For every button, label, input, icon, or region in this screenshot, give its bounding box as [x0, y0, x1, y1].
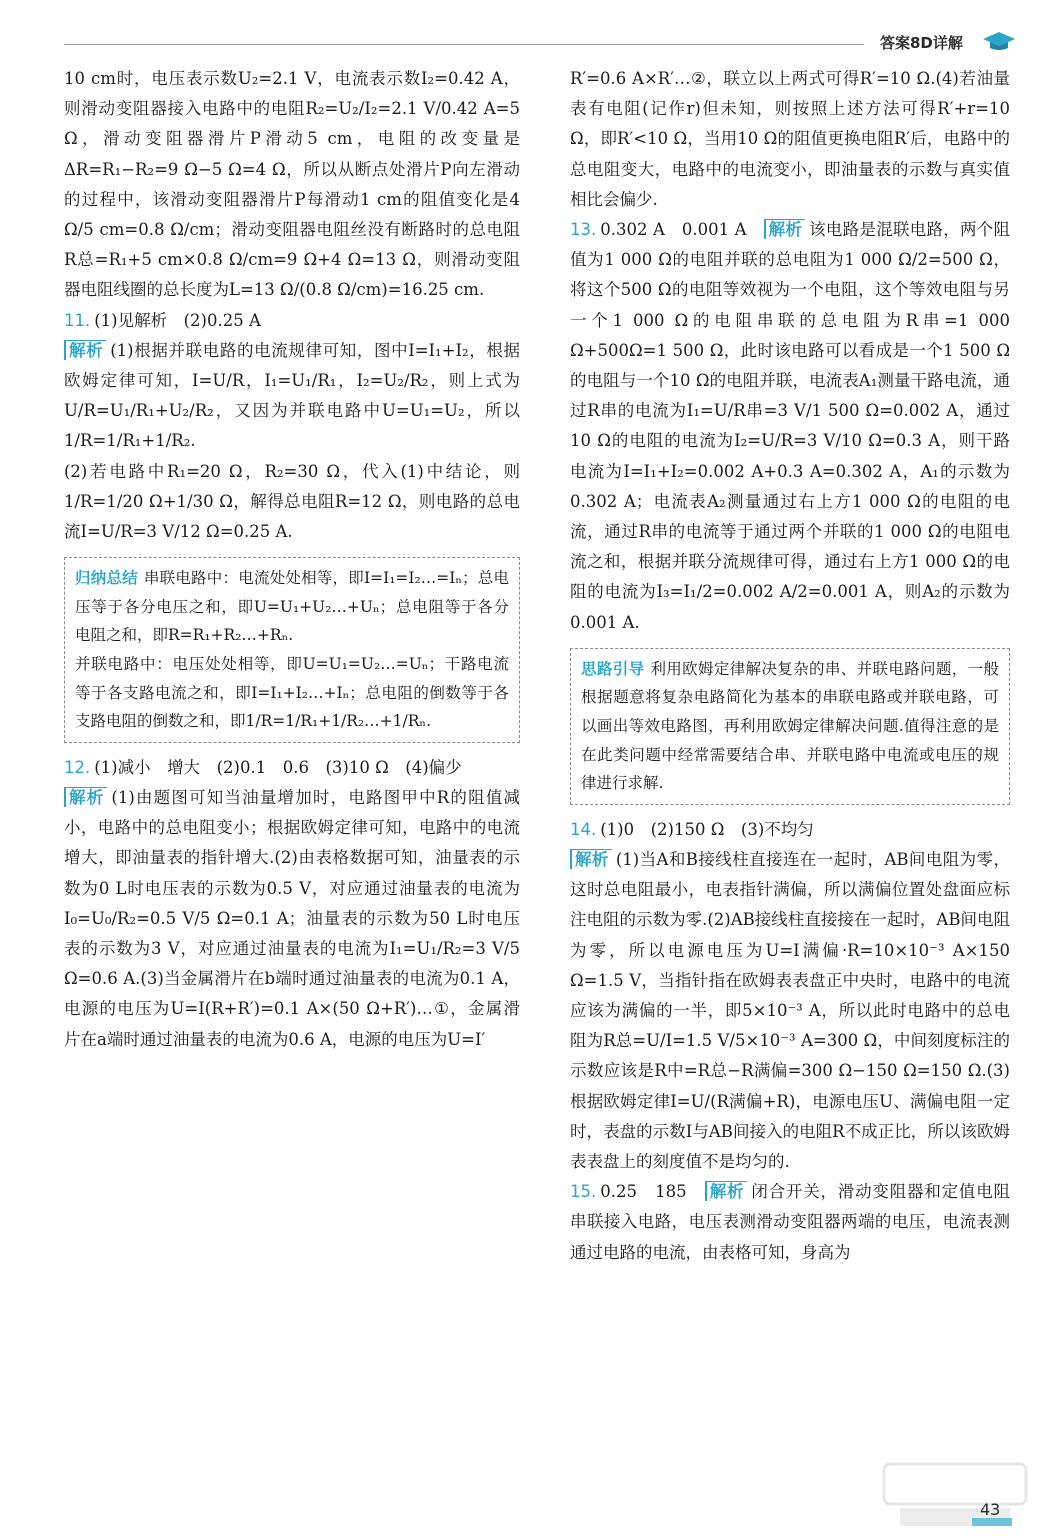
paragraph: (2)若电路中R₁=20 Ω，R₂=30 Ω，代入(1)中结论，则1/R=1/20 Ω+1/30 Ω，解得总电阻R=12 Ω，则电路的总电流I=U/R=3 V/12 Ω=0.25 A.	[64, 461, 520, 542]
summary-text: 串联电路中：电流处处相等，即I=I₁=I₂…=Iₙ；总电压等于各分电压之和，即U=U₁+U₂…+Uₙ；总电阻等于各分电阻之和，即R=R₁+R₂…+Rₙ.	[75, 569, 509, 645]
analysis-text: (1)由题图可知当油量增加时，电路图甲中R的阻值减小，电路中的总电阻变小；根据欧姆定律可知，电路中的电流增大，即油量表的指针增大.(2)由表格数据可知，油量表的示数为0 L时电压表的示数为0.5 V，对应通过油量表的电流为I₀=U₀/R₂=0.5 V/5 Ω=0.1 A；油量表的示数为50 L时电压表的示数为3 V，对应通过油量表的电流为I₁=U₁/R₂=3 V/5 Ω=0.6 A.(3)当金属滑片在b端时通过油量表的电流为0.1 A，电源的电压为U=I(R+R′)=0.1 A×(50 Ω+R′)…①，金属滑片在a端时通过油量表的电流为0.6 A，电源的电压为U=I′	[64, 788, 521, 1049]
page-number-bar	[972, 1518, 1012, 1526]
paragraph: R′=0.6 A×R′…②，联立以上两式可得R′=10 Ω.(4)若油量表有电阻(记作r)但未知，则按照上述方法可得R′+r=10 Ω，即R′<10 Ω，当用10 Ω的阻值更换电阻R′后，电路中的总电阻变大，电路中的电流变小，即油量表的示数与真实值相比会偏少.	[570, 69, 1010, 209]
left-column	[64, 64, 520, 1055]
question-answer	[570, 1177, 1010, 1268]
analysis-paragraph	[64, 336, 520, 457]
analysis-tag: 解析	[64, 787, 107, 807]
paragraph: 10 cm时，电压表示数U₂=2.1 V，电流表示数I₂=0.42 A，则滑动变阻器接入电路中的电阻R₂=U₂/I₂=2.1 V/0.42 A=5 Ω，滑动变阻器滑片P滑动5 cm，电阻的改变量是ΔR=R₁−R₂=9 Ω−5 Ω=4 Ω，所以从断点处滑片P向左滑动的过程中，该滑动变阻器滑片P每滑动1 cm的阻值变化是4 Ω/5 cm=0.8 Ω/cm；滑动变阻器电阻丝没有断路时的总电阻R总=R₁+5 cm×0.8 Ω/cm=9 Ω+4 Ω=13 Ω，则滑动变阻器电阻线圈的总长度为L=13 Ω/(0.8 Ω/cm)=16.25 cm.	[64, 69, 520, 300]
analysis-tag: 解析	[705, 1181, 748, 1201]
summary-paragraph	[75, 564, 509, 650]
analysis-text: 该电路是混联电路，两个阻值为1 000 Ω的电阻并联的总电阻为1 000 Ω/2=500 Ω，将这个500 Ω的电阻等效视为一个电阻，这个等效电阻与另一个1 000 Ω的电阻串联的总电阻为R串=1 000 Ω+500Ω=1 500 Ω，此时该电路可以看成是一个1 500 Ω的电阻与一个10 Ω的电阻并联，电流表A₁测量干路电流，通过R串的电流为I₁=U/R串=3 V/1 500 Ω=0.002 A，通过10 Ω的电阻的电流为I₂=U/R=3 V/10 Ω=0.3 A，则干路电流为I=I₁+I₂=0.002 A+0.3 A=0.302 A，A₁的示数为0.302 A；电流表A₂测量通过右上方1 000 Ω的电阻的电流，通过R串的电流等于通过两个并联的1 000 Ω的电阻电流之和，根据并联分流规律可得，通过右上方1 000 Ω的电阻的电流为I₃=I₁/2=0.002 A/2=0.001 A，则A₂的示数为0.001 A.	[570, 220, 1011, 632]
question-answer	[570, 215, 1010, 638]
question-number: 14.	[570, 819, 597, 839]
question-answer	[64, 306, 520, 336]
answer-text: (1)0 (2)150 Ω (3)不均匀	[600, 819, 814, 839]
analysis-tag: 解析	[764, 219, 806, 239]
right-column	[570, 64, 1010, 1268]
graduation-cap-icon	[982, 30, 1016, 52]
answer-text: (1)见解析 (2)0.25 A	[94, 310, 261, 330]
analysis-paragraph	[570, 845, 1010, 1177]
answer-text: 0.25 185	[600, 1182, 687, 1202]
question-answer	[64, 753, 520, 783]
summary-text: 利用欧姆定律解决复杂的串、并联电路问题，一般根据题意将复杂电路简化为基本的串联电路或并联电路，可以画出等效电路图，再利用欧姆定律解决问题.值得注意的是在此类问题中经常需要结合串、并联电路中电流或电压的规律进行求解.	[581, 659, 999, 793]
summary-box	[570, 648, 1010, 805]
header-rule	[64, 44, 864, 45]
analysis-text: (1)根据并联电路的电流规律可知，图中I=I₁+I₂，根据欧姆定律可知，I=U/R，I₁=U₁/R₁，I₂=U₂/R₂，则上式为U/R=U₁/R₁+U₂/R₂，又因为并联电路中U=U₁=U₂，所以1/R=1/R₁+1/R₂.	[64, 340, 520, 451]
summary-box	[64, 557, 520, 743]
analysis-text: (1)当A和B接线柱直接连在一起时，AB间电阻为零，这时总电阻最小，电表指针满偏，所以满偏位置处盘面应标注电阻的示数为零.(2)AB接线柱直接接在一起时，AB间电阻为零，所以电源电压为U=I满偏·R=10×10⁻³ A×150 Ω=1.5 V，当指针指在欧姆表表盘正中央时，电路中的电流应该为满偏的一半，即5×10⁻³ A，所以此时电路中的总电阻为R总=U/I=1.5 V/5×10⁻³ A=300 Ω，中间刻度标注的示数应该是R中=R总−R满偏=300 Ω−150 Ω=150 Ω.(3)根据欧姆定律I=U/(R满偏+R)，电源电压U、满偏电阻一定时，表盘的示数I与AB间接入的电阻R不成正比，所以该欧姆表表盘上的刻度值不是均匀的.	[570, 850, 1010, 1172]
analysis-paragraph	[64, 783, 520, 1055]
summary-tag: 思路引导	[581, 659, 645, 678]
question-number: 13.	[570, 220, 597, 240]
analysis-tag: 解析	[570, 849, 612, 869]
summary-paragraph: 并联电路中：电压处处相等，即U=U₁=U₂…=Uₙ；干路电流等于各支路电流之和，即I=I₁+I₂…+Iₙ；总电阻的倒数等于各支路电阻的倒数之和，即1/R=1/R₁+1/R₂…+1/Rₙ.	[75, 655, 509, 731]
question-number: 15.	[570, 1182, 597, 1202]
summary-tag: 归纳总结	[75, 569, 138, 588]
page-number: 43	[980, 1500, 1001, 1519]
question-number: 12.	[64, 757, 91, 777]
answer-text: (1)减小 增大 (2)0.1 0.6 (3)10 Ω (4)偏少	[94, 757, 462, 777]
header-title: 答案8D详解	[880, 34, 963, 52]
summary-paragraph	[581, 655, 999, 798]
analysis-tag: 解析	[64, 340, 106, 360]
question-number: 11.	[64, 310, 91, 330]
analysis-text: 闭合开关，滑动变阻器和定值电阻串联接入电路，电压表测滑动变阻器两端的电压，电流表测通过电路的电流，由表格可知，身高为	[570, 1182, 1011, 1262]
question-answer	[570, 815, 1010, 845]
answer-text: 0.302 A 0.001 A	[600, 220, 747, 240]
